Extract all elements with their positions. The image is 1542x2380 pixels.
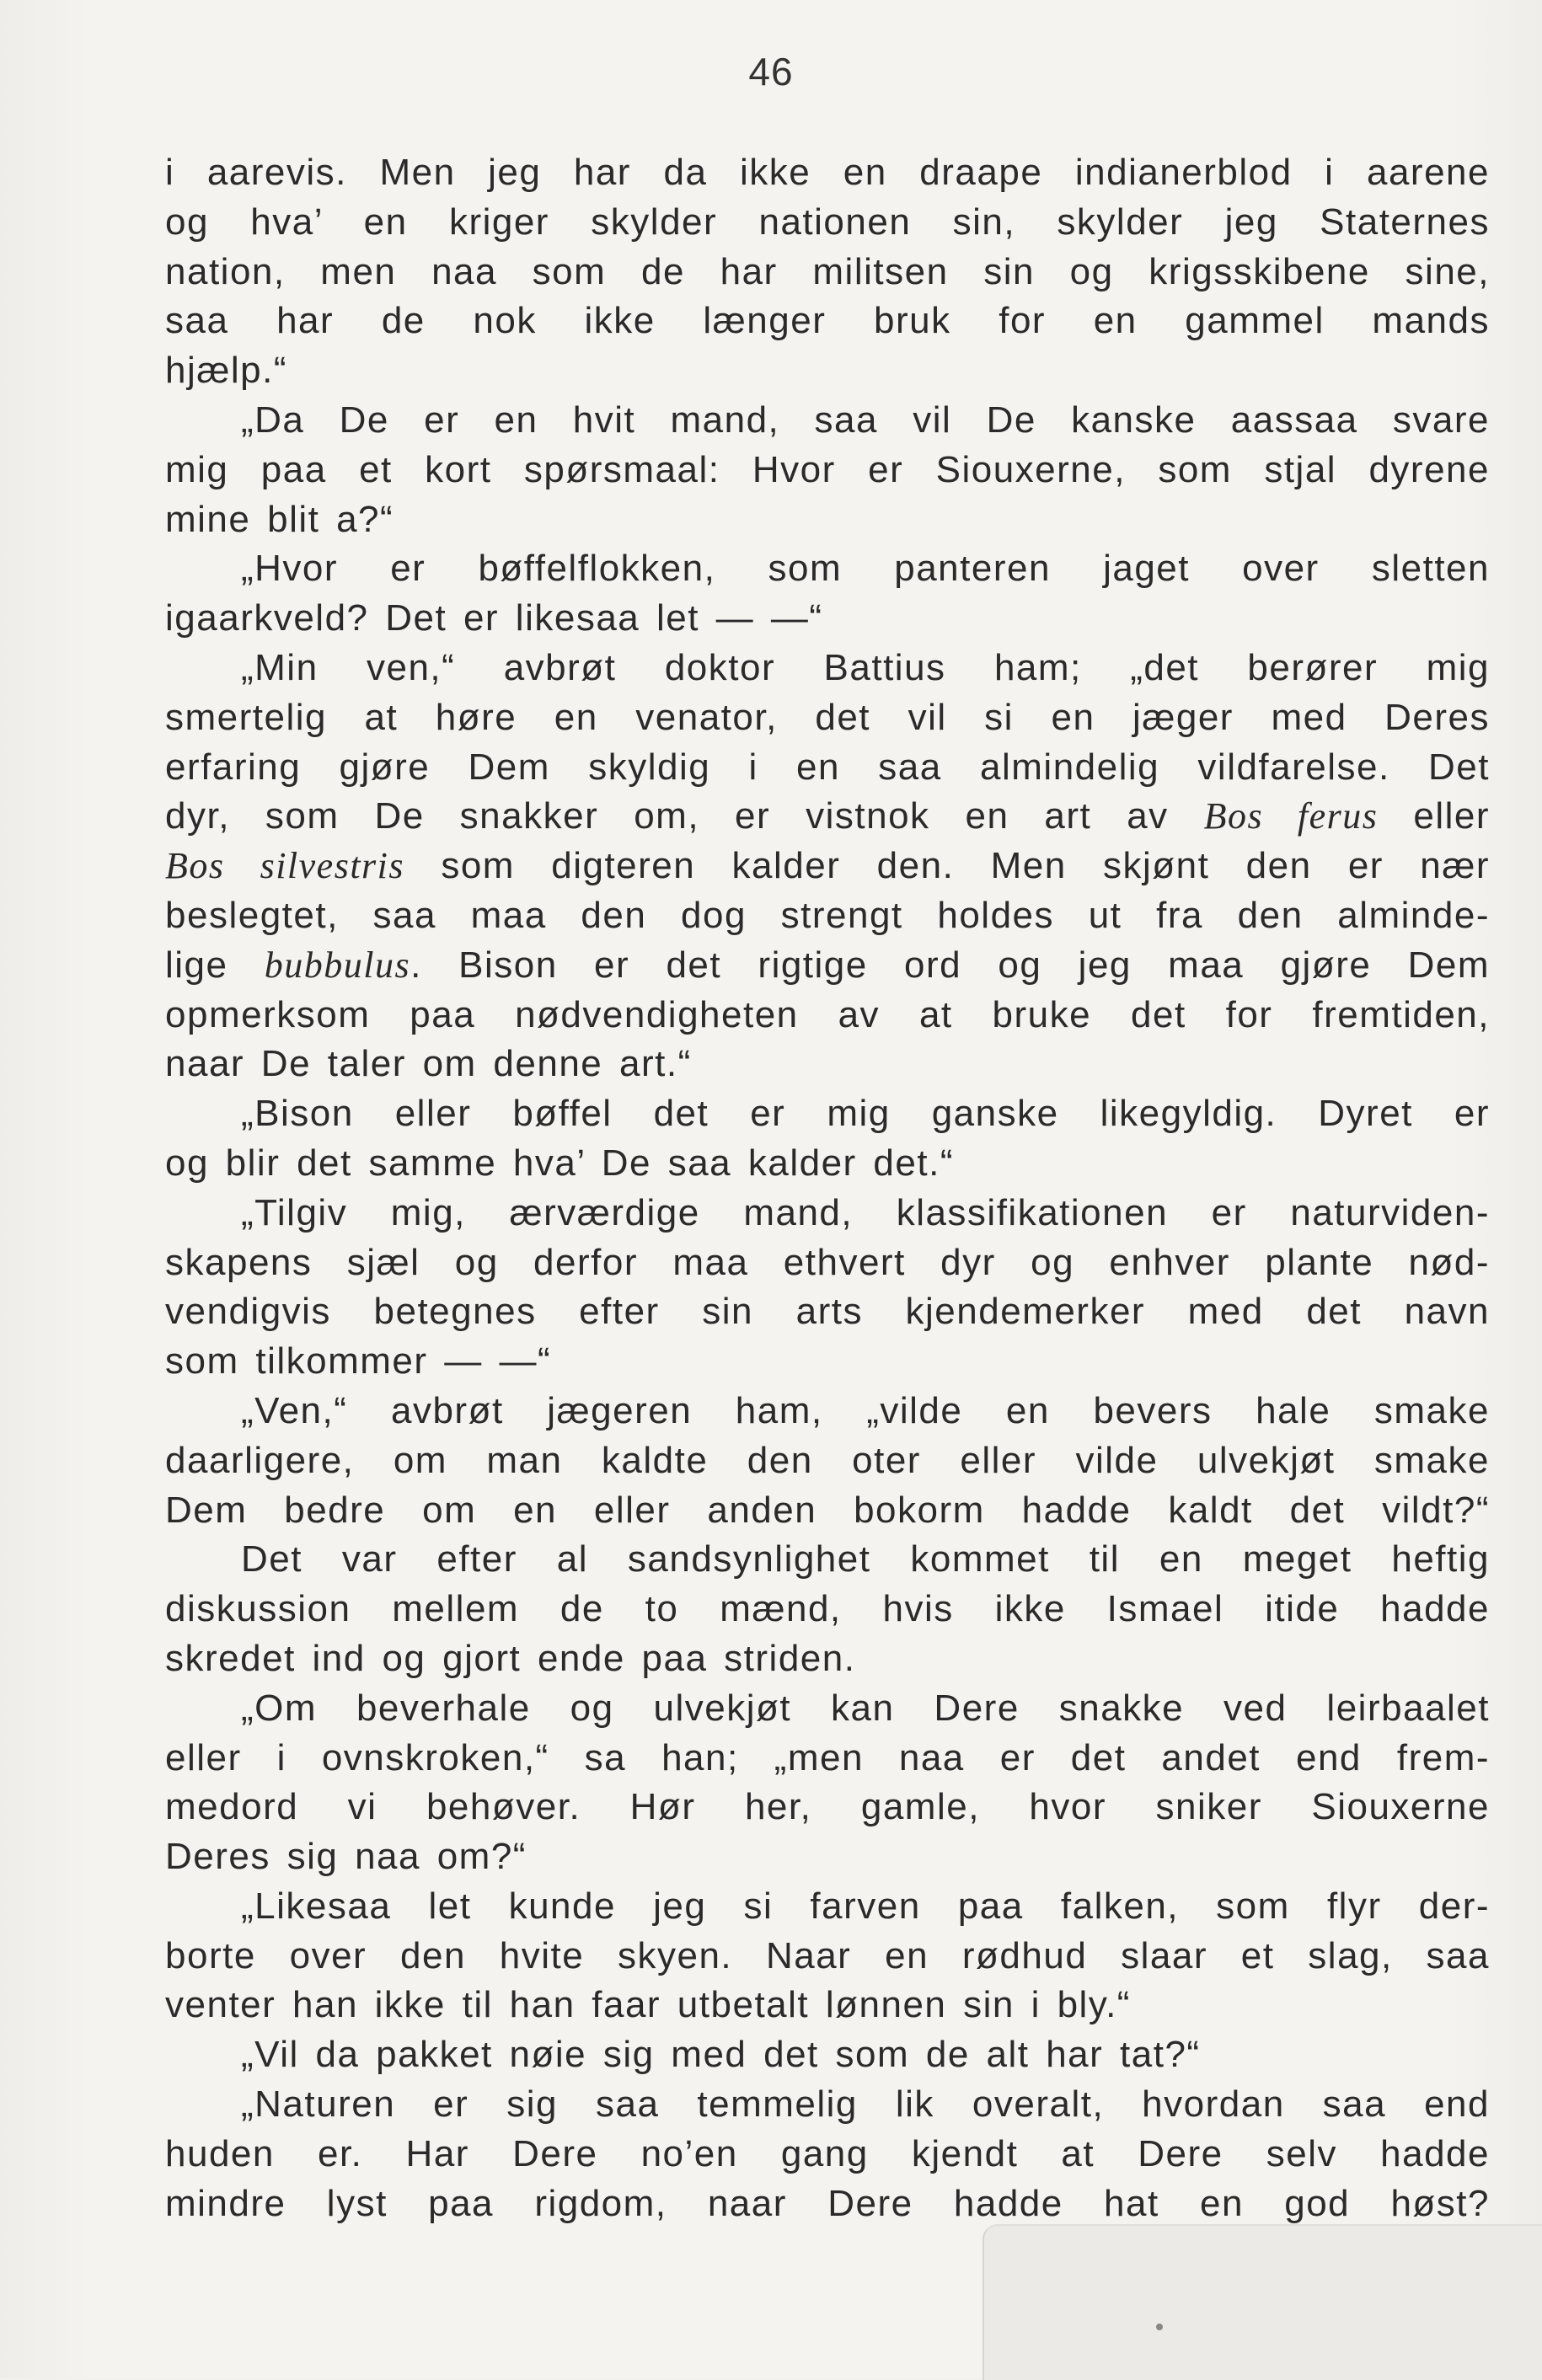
text-line: igaarkveld? Det er likesaa let — —“ — [165, 597, 823, 639]
page-corner-shadow — [982, 2224, 1542, 2380]
text-line: „Bison eller bøffel det er mig ganske likegyldig. Dyret er — [241, 1093, 1490, 1135]
text-line: dyr, som De snakker om, er vistnok en art av Bos ferus eller — [165, 795, 1490, 837]
text-line: opmerksom paa nødvendigheten av at bruke det for fremtiden, — [165, 993, 1490, 1035]
text-line: nation, men naa som de har militsen sin og krigsskibene sine, — [165, 250, 1490, 292]
ink-speck — [1156, 2324, 1163, 2330]
text-line: saa har de nok ikke længer bruk for en gammel mands — [165, 300, 1490, 342]
text-line: skapens sjæl og derfor maa ethvert dyr og enhver plante nød- — [165, 1241, 1490, 1283]
text-line: som tilkommer — —“ — [165, 1340, 552, 1383]
body-text — [165, 148, 1490, 2228]
text-line: hjælp.“ — [165, 350, 287, 392]
text-line: mindre lyst paa rigdom, naar Dere hadde hat en god høst? — [165, 2182, 1490, 2224]
text-line: „Likesaa let kunde jeg si farven paa falken, som flyr der- — [241, 1885, 1490, 1927]
text-line: venter han ikke til han faar utbetalt lønnen sin i bly.“ — [165, 1984, 1131, 2026]
text-line: „Ven,“ avbrøt jægeren ham, „vilde en bevers hale smake — [241, 1389, 1490, 1431]
text-line: diskussion mellem de to mænd, hvis ikke Ismael itide hadde — [165, 1588, 1490, 1630]
text-line: „Min ven,“ avbrøt doktor Battius ham; „det berører mig — [241, 646, 1490, 688]
text-line: „Tilgiv mig, ærværdige mand, klassifikationen er naturviden- — [241, 1191, 1490, 1233]
text-line: Deres sig naa om?“ — [165, 1836, 527, 1878]
page-number: 46 — [748, 50, 794, 94]
text-line: i aarevis. Men jeg har da ikke en draape indianerblod i aarene — [165, 152, 1490, 193]
text-line: beslegtet, saa maa den dog strengt holdes ut fra den alminde- — [165, 894, 1490, 936]
text-line: og hva’ en kriger skylder nationen sin, skylder jeg Staternes — [165, 201, 1490, 243]
text-line: Bos silvestris som digteren kalder den. Men skjønt den er nær — [165, 845, 1490, 887]
text-line: Dem bedre om en eller anden bokorm hadde kaldt det vildt?“ — [165, 1489, 1490, 1531]
text-line: medord vi behøver. Hør her, gamle, hvor sniker Siouxerne — [165, 1786, 1490, 1828]
text-line: borte over den hvite skyen. Naar en rødhud slaar et slag, saa — [165, 1934, 1490, 1976]
text-line: „Vil da pakket nøie sig med det som de alt har tat?“ — [241, 2034, 1201, 2076]
text-line: Det var efter al sandsynlighet kommet til en meget heftig — [241, 1538, 1490, 1580]
text-line: „Hvor er bøffelflokken, som panteren jaget over sletten — [241, 548, 1490, 590]
text-line: og blir det samme hva’ De saa kalder det.“ — [165, 1142, 954, 1184]
text-line: naar De taler om denne art.“ — [165, 1043, 692, 1085]
text-line: „Naturen er sig saa temmelig lik overalt, hvordan saa end — [241, 2083, 1490, 2126]
text-line: „Om beverhale og ulvekjøt kan Dere snakke ved leirbaalet — [241, 1687, 1490, 1729]
text-line: eller i ovnskroken,“ sa han; „men naa er det andet end frem- — [165, 1736, 1490, 1778]
text-line: mine blit a?“ — [165, 498, 394, 540]
text-line: lige bubbulus. Bison er det rigtige ord og jeg maa gjøre Dem — [165, 944, 1490, 986]
text-line: vendigvis betegnes efter sin arts kjendemerker med det navn — [165, 1291, 1490, 1333]
text-line: smertelig at høre en venator, det vil si en jæger med Deres — [165, 696, 1490, 738]
text-line: huden er. Har Dere no’en gang kjendt at Dere selv hadde — [165, 2132, 1490, 2174]
text-line: „Da De er en hvit mand, saa vil De kanske aassaa svare — [241, 398, 1490, 441]
text-line: erfaring gjøre Dem skyldig i en saa almindelig vildfarelse. Det — [165, 746, 1490, 788]
text-line: daarligere, om man kaldte den oter eller vilde ulvekjøt smake — [165, 1439, 1490, 1481]
text-line: mig paa et kort spørsmaal: Hvor er Siouxerne, som stjal dyrene — [165, 448, 1490, 490]
text-line: skredet ind og gjort ende paa striden. — [165, 1637, 856, 1679]
